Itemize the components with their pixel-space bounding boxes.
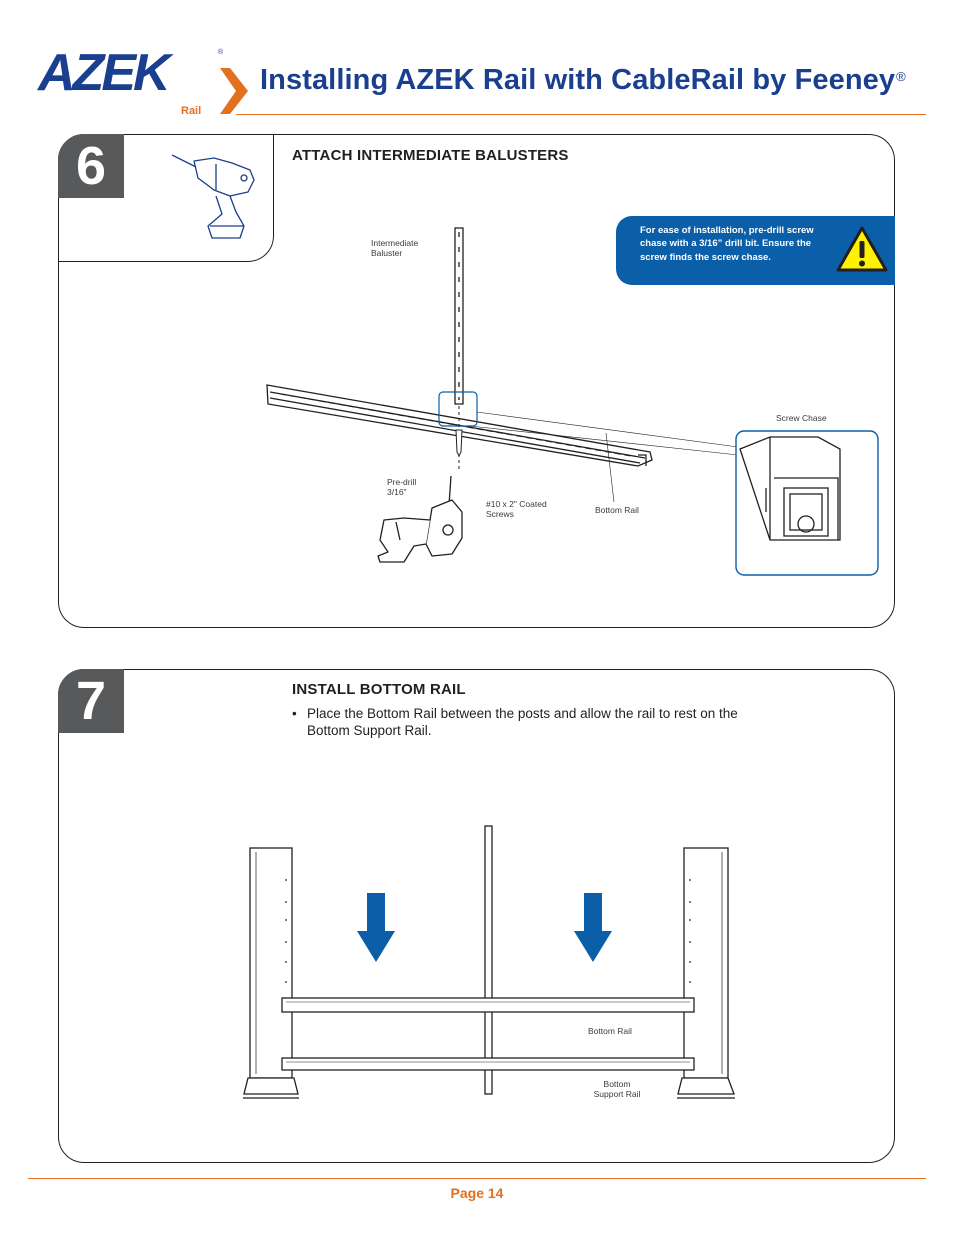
screw	[456, 430, 462, 456]
step-7-instruction	[292, 705, 742, 739]
step-7-number: 7	[58, 669, 124, 733]
step-7-panel	[58, 669, 895, 1163]
registered-mark: ®	[896, 69, 906, 84]
step-7-heading: INSTALL BOTTOM RAIL	[292, 681, 466, 698]
label-predrill: Pre-drill 3/16"	[387, 477, 417, 497]
logo-registered-mark: ®	[218, 49, 224, 56]
page-number: Page 14	[450, 1185, 504, 1201]
step-6-number: 6	[58, 134, 124, 198]
logo-wordmark: AZEK	[38, 44, 168, 102]
logo-sub: Rail	[181, 105, 202, 117]
label-bottom-rail: Bottom Rail	[595, 505, 639, 515]
bottom-rail-leader	[606, 433, 614, 502]
step-6-heading: ATTACH INTERMEDIATE BALUSTERS	[292, 147, 569, 164]
label-screw-chase: Screw Chase	[776, 413, 827, 423]
label-bottom-rail-7: Bottom Rail	[588, 1026, 632, 1036]
drill-icon	[172, 155, 254, 238]
label-screws: #10 x 2" Coated Screws	[486, 499, 547, 519]
footer-rule	[28, 1178, 926, 1179]
intermediate-baluster	[455, 228, 463, 404]
label-intermediate-baluster	[371, 238, 418, 258]
page-title-text: Installing AZEK Rail with CableRail by Feeney	[260, 64, 896, 96]
step-7-instruction-text: Place the Bottom Rail between the posts and allow the rail to rest on the Bottom Support Rail.	[307, 706, 738, 738]
label-intermediate-baluster-text: Intermediate Baluster	[371, 238, 419, 258]
label-bottom-support-rail: Bottom Support Rail	[593, 1079, 641, 1099]
warning-text: For ease of installation, pre-drill screw chase with a 3/16” drill bit. Ensure the screw finds the screw chase.	[640, 225, 814, 263]
bullet-dot: •	[292, 706, 297, 721]
